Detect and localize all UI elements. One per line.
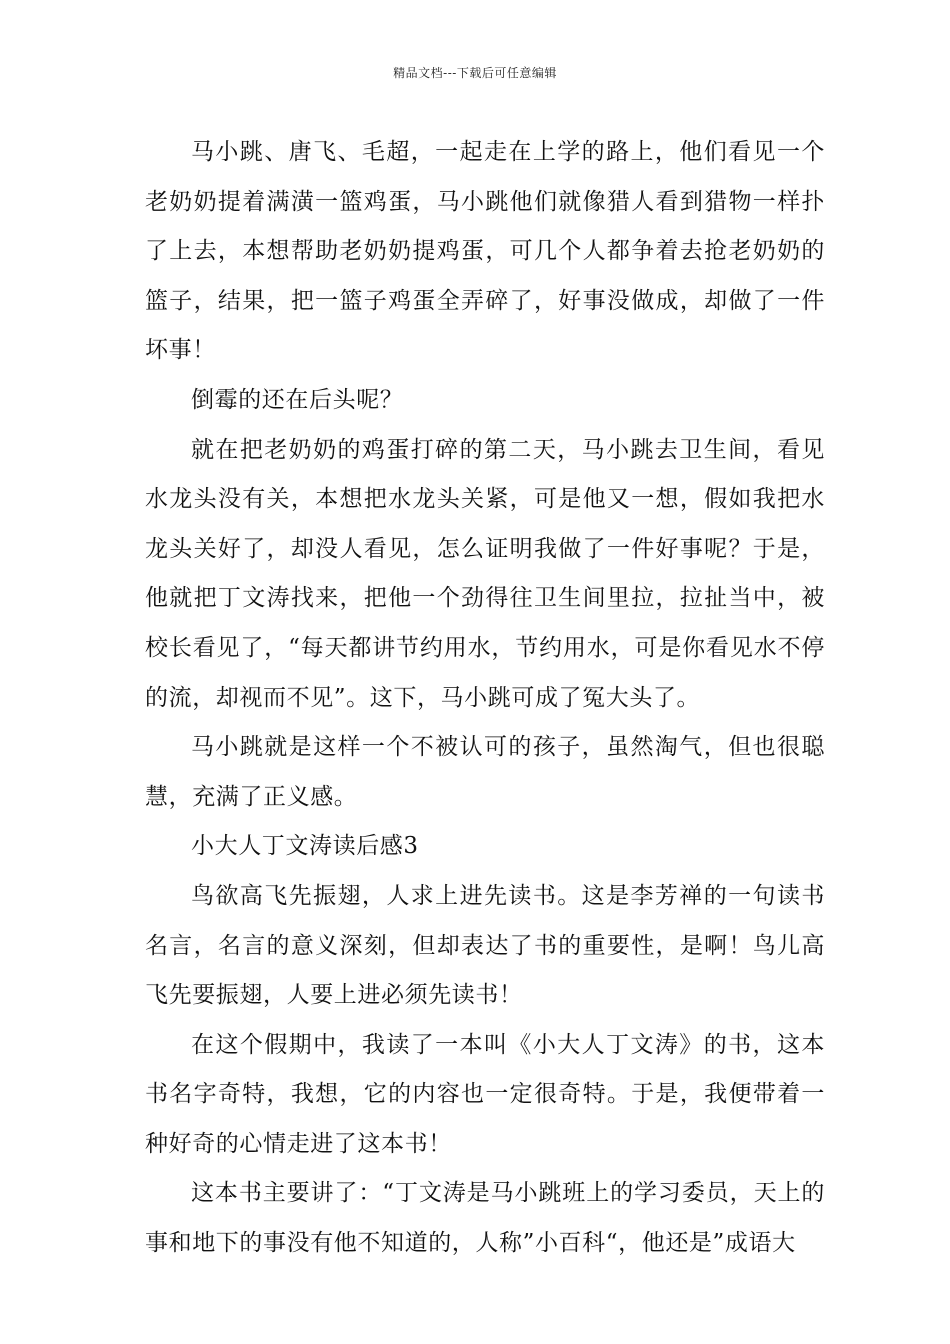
paragraph-6: 在这个假期中，我读了一本叫《小大人丁文涛》的书，这本书名字奇特，我想，它的内容也一定很奇特。于是，我便带着一种好奇的心情走进了这本书！ (145, 1031, 825, 1157)
paragraph-4: 马小跳就是这样一个不被认可的孩子，虽然淘气，但也很聪慧，充满了正义感。 (145, 734, 825, 810)
page-header: 精品文档---下载后可任意编辑 (393, 66, 557, 80)
document-body (145, 128, 825, 1269)
paragraph-1: 马小跳、唐飞、毛超，一起走在上学的路上，他们看见一个老奶奶提着满潢一篮鸡蛋，马小跳他们就像猎人看到猎物一样扑了上去，本想帮助老奶奶提鸡蛋，可几个人都争着去抢老奶奶的篮子，结果，把一篮子鸡蛋全弄碎了，好事没做成，却做了一件坏事！ (145, 139, 825, 364)
paragraph-7: 这本书主要讲了：“丁文涛是马小跳班上的学习委员，天上的事和地下的事没有他不知道的，人称”小百科“，他还是”成语大 (145, 1180, 825, 1257)
section-title: 小大人丁文涛读后感3 (191, 833, 419, 860)
paragraph-3: 就在把老奶奶的鸡蛋打碎的第二天，马小跳去卫生间，看见水龙头没有关，本想把水龙头关紧，可是他又一想，假如我把水龙头关好了，却没人看见，怎么证明我做了一件好事呢？于是，他就把丁文涛找来，把他一个劲得往卫生间里拉，拉扯当中，被校长看见了，“每天都讲节约用水，节约用水，可是你看见水不停的流，却视而不见”。这下，马小跳可成了冤大头了。 (145, 436, 825, 711)
paragraph-5: 鸟欲高飞先振翅，人求上进先读书。这是李芳禅的一句读书名言，名言的意义深刻，但却表达了书的重要性，是啊！鸟儿高飞先要振翅，人要上进必须先读书！ (145, 882, 825, 1009)
paragraph-2: 倒霉的还在后头呢？ (191, 386, 404, 413)
